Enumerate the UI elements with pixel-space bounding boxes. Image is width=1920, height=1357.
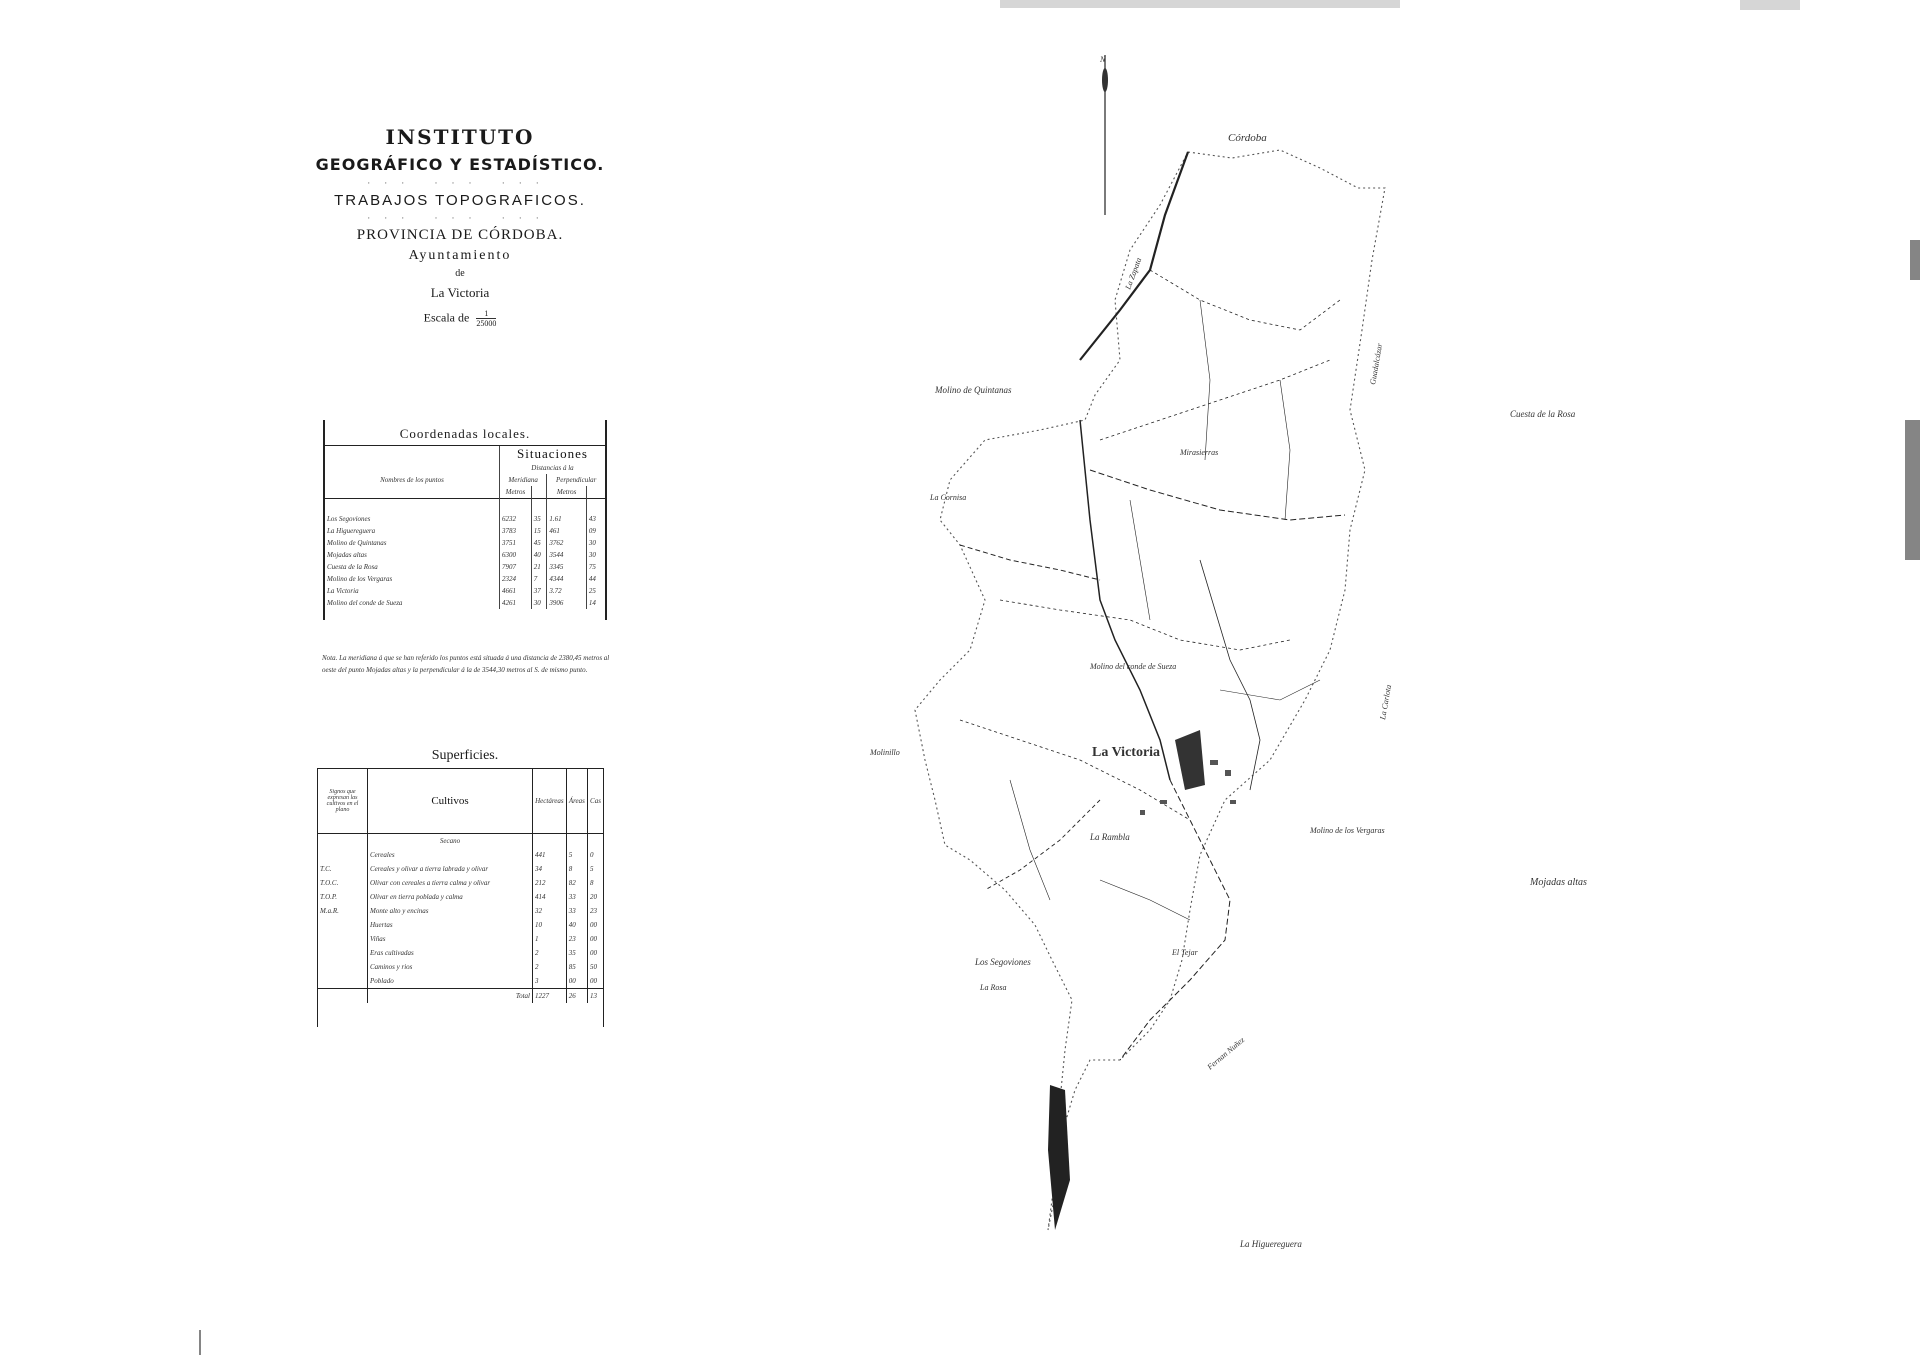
label-victoria: La Victoria (1092, 745, 1161, 760)
superficies-table (317, 768, 604, 1027)
ca-header: Cas (587, 769, 603, 834)
parcel-4 (1220, 680, 1320, 700)
meridian-m: 4661 (500, 585, 532, 597)
meridian-m: 7907 (500, 561, 532, 573)
road-victoria (1080, 420, 1170, 780)
situations-header: Situaciones (500, 446, 606, 462)
table-row (318, 904, 603, 918)
perp-c: 14 (586, 597, 605, 609)
perp-m: 461 (547, 525, 587, 537)
cultivos-header: Cultivos (368, 769, 533, 834)
point-name: La Victoria (327, 586, 359, 595)
label-molino-quintanas: Molino de Quintanas (935, 385, 1012, 395)
meridian-c: 15 (531, 525, 547, 537)
meridian-m: 2324 (500, 573, 532, 585)
table-row (318, 932, 603, 946)
label-la-rosa: La Rosa (980, 983, 1007, 992)
road-sw (985, 800, 1100, 890)
table-row (318, 890, 603, 904)
scale-fraction (476, 309, 496, 328)
title-block (310, 125, 610, 328)
empty-header (325, 486, 500, 499)
ca: 0 (587, 848, 603, 862)
perp-c: 43 (586, 513, 605, 525)
table-row (318, 946, 603, 960)
roads (960, 152, 1345, 1060)
table-row (318, 848, 603, 862)
cultivo: Caminos y rios (368, 960, 533, 974)
perp-c: 75 (586, 561, 605, 573)
ca: 00 (587, 918, 603, 932)
areas: 5 (566, 848, 587, 862)
perpendicular-header: Perpendicular (547, 474, 605, 486)
perp-m: 3345 (547, 561, 587, 573)
point-name: Molino del conde de Sueza (327, 598, 403, 607)
cultivo: Monte alto y encinas (368, 904, 533, 918)
distances-header: Distancias á la (500, 462, 606, 474)
parcel-1 (1200, 300, 1210, 460)
track-north (1150, 270, 1340, 330)
meridian-c: 37 (531, 585, 547, 597)
province-title: PROVINCIA DE CÓRDOBA. (356, 227, 564, 243)
areas-header: Áreas (566, 769, 587, 834)
label-fernan-nunez: Fernan Nuñez (1205, 1035, 1247, 1072)
meridian-c: 40 (531, 549, 547, 561)
perp-m: 3.72 (547, 585, 587, 597)
label-el-tejar: El Tejar (1172, 948, 1198, 957)
table-row (325, 561, 605, 573)
dark-patch-south (1048, 1085, 1070, 1230)
track-lower (960, 720, 1190, 820)
coordinates-table (323, 420, 607, 620)
table-row (325, 537, 605, 549)
label-la-carlota: La Carlota (1378, 683, 1394, 721)
cultivo: Huertas (368, 918, 533, 932)
areas: 00 (566, 974, 587, 989)
point-names-header: Nombres de los puntos (380, 476, 444, 484)
coordinates-title: Coordenadas locales. (325, 420, 605, 446)
ca: 20 (587, 890, 603, 904)
perp-m: 3544 (547, 549, 587, 561)
perp-m: 1.61 (547, 513, 587, 525)
point-name: La Higuereguera (327, 526, 376, 535)
spacer-row (325, 499, 605, 513)
track-mid (1100, 360, 1330, 440)
scale-denominator: 25000 (476, 319, 497, 328)
empty-cell (318, 989, 368, 1004)
table-row (325, 525, 605, 537)
areas: 23 (566, 932, 587, 946)
ca: 00 (587, 932, 603, 946)
label-molinillo: Molinillo (870, 748, 900, 757)
hect: 441 (533, 848, 567, 862)
municipality-label: Ayuntamiento (408, 248, 512, 263)
table-row (318, 876, 603, 890)
areas: 85 (566, 960, 587, 974)
ca: 23 (587, 904, 603, 918)
table-row (318, 834, 603, 849)
table-row (325, 513, 605, 525)
meridian-c: 45 (531, 537, 547, 549)
stream (1200, 560, 1260, 790)
table-row (318, 918, 603, 932)
table-row (318, 960, 603, 974)
road-south (1120, 780, 1230, 1060)
hect: 34 (533, 862, 567, 876)
hectareas-header: Hectáreas (533, 769, 567, 834)
table-row (325, 585, 605, 597)
town-blocks (1048, 730, 1236, 1230)
label-higuereguera: La Higuereguera (1240, 1239, 1302, 1249)
signs-header: Signos que expresan las cultivos en el plano (318, 769, 368, 834)
cultivo: Cereales y olivar a tierra labrada y olivar (368, 862, 533, 876)
areas (566, 834, 587, 849)
areas: 35 (566, 946, 587, 960)
areas: 82 (566, 876, 587, 890)
label-cuesta-rosa: Cuesta de la Rosa (1510, 409, 1576, 419)
sign: T.O.P. (320, 893, 338, 901)
point-name: Los Segoviones (327, 514, 371, 523)
empty-header (325, 462, 500, 474)
de-label: de (455, 268, 465, 279)
perp-c: 30 (586, 549, 605, 561)
sign (318, 918, 368, 932)
table-row (325, 597, 605, 609)
label-la-rambla: La Rambla (1090, 832, 1130, 842)
meridian-m: 3751 (500, 537, 532, 549)
label-molino-vergaras: Molino de los Vergaras (1310, 826, 1385, 835)
hect: 212 (533, 876, 567, 890)
total-hect: 1227 (533, 989, 567, 1004)
perp-c: 09 (586, 525, 605, 537)
ca: 00 (587, 974, 603, 989)
cultivo: Cereales (368, 848, 533, 862)
hect: 2 (533, 946, 567, 960)
meridian-m: 6300 (500, 549, 532, 561)
cultivo: Olivar con cereales a tierra calma y olivar (368, 876, 533, 890)
scale-label: Escala de (423, 310, 470, 325)
label-mirasierras: Mirasierras (1180, 448, 1219, 457)
ca: 5 (587, 862, 603, 876)
parcel-6 (1100, 880, 1190, 920)
cultivo: Viñas (368, 932, 533, 946)
point-name: Mojadas altas (327, 550, 367, 559)
municipality-name: La Victoria (430, 285, 490, 300)
perp-m: 4344 (547, 573, 587, 585)
label-mojadas-altas: Mojadas altas (1530, 877, 1587, 888)
parcel-5 (1010, 780, 1050, 900)
ca: 8 (587, 876, 603, 890)
ca (587, 834, 603, 849)
meridian-m: 4261 (500, 597, 532, 609)
meridian-c: 7 (531, 573, 547, 585)
hect: 32 (533, 904, 567, 918)
label-guadalcazar: Guadalcázar (1368, 342, 1385, 386)
sign (318, 834, 368, 849)
meridian-c: 21 (531, 561, 547, 573)
coordinates-note: Nota. La meridiana á que se han referido los puntos está situada á una distancia de 2380,45 metros al oeste del punto Mojadas altas y la perpendicular á la de 3544,30 metros al S. de mismo punto. (322, 654, 610, 674)
ornament: ··· ··· ··· (367, 178, 553, 188)
ca: 50 (587, 960, 603, 974)
table-row (325, 573, 605, 585)
sign: T.O.C. (320, 879, 339, 887)
table-row (325, 549, 605, 561)
hect: 1 (533, 932, 567, 946)
institute-title: INSTITUTO (385, 125, 535, 149)
road-west (960, 545, 1100, 580)
hect: 10 (533, 918, 567, 932)
svg-text:N: N (1100, 55, 1106, 64)
areas: 8 (566, 862, 587, 876)
unit-header: Metros (500, 486, 532, 499)
label-molino-conde: Molino del conde de Sueza (1090, 662, 1177, 671)
hect: 3 (533, 974, 567, 989)
perp-c: 25 (586, 585, 605, 597)
perp-c: 30 (586, 537, 605, 549)
hect: 2 (533, 960, 567, 974)
parcel-2 (1280, 380, 1290, 520)
sign (318, 960, 368, 974)
point-name: Cuesta de la Rosa (327, 562, 378, 571)
scale (310, 309, 610, 328)
scale-numerator: 1 (476, 309, 496, 319)
label-cordoba: Córdoba (1228, 132, 1267, 144)
town-victoria-block (1175, 730, 1205, 790)
areas: 33 (566, 904, 587, 918)
north-arrow (1099, 55, 1108, 215)
point-name: Molino de Quintanas (327, 538, 387, 547)
perp-m: 3906 (547, 597, 587, 609)
meridian-c: 35 (531, 513, 547, 525)
point-name: Molino de los Vergaras (327, 574, 393, 583)
meridian-m: 6232 (500, 513, 532, 525)
meridian-header: Meridiana (500, 474, 547, 486)
hect (533, 834, 567, 849)
areas: 40 (566, 918, 587, 932)
sign: T.C. (320, 865, 332, 873)
track-center (1000, 600, 1290, 650)
superficies-title: Superficies. (431, 748, 499, 763)
unit-header: Metros (547, 486, 587, 499)
parcel-3 (1130, 500, 1150, 620)
table-row (318, 862, 603, 876)
ornament: ··· ··· ··· (367, 213, 553, 223)
perp-m: 3762 (547, 537, 587, 549)
table-row (318, 974, 603, 989)
total-row (318, 989, 603, 1004)
institute-subtitle: GEOGRÁFICO Y ESTADÍSTICO. (315, 155, 605, 174)
unit-header (531, 486, 547, 499)
map-labels (869, 132, 1587, 1249)
total-ca: 13 (587, 989, 603, 1004)
meridian-m: 3783 (500, 525, 532, 537)
total-label: Total (368, 989, 533, 1004)
sign: M.a.R. (320, 907, 339, 915)
coordinates-body (325, 499, 605, 609)
total-areas: 26 (566, 989, 587, 1004)
unit-header (586, 486, 605, 499)
cultivo: Eras cultivadas (368, 946, 533, 960)
empty-header (325, 446, 500, 462)
cultivo: Secano (368, 834, 533, 849)
label-la-zapata: La Zapata (1123, 256, 1144, 291)
hect: 414 (533, 890, 567, 904)
road-east (1090, 470, 1345, 520)
cultivo: Olivar en tierra poblada y calma (368, 890, 533, 904)
ca: 00 (587, 946, 603, 960)
sign (318, 848, 368, 862)
label-segoviones: Los Segoviones (975, 957, 1031, 967)
perp-c: 44 (586, 573, 605, 585)
sign (318, 946, 368, 960)
meridian-c: 30 (531, 597, 547, 609)
cultivo: Poblado (368, 974, 533, 989)
label-la-cornisa: La Cornisa (930, 493, 967, 502)
sign (318, 974, 368, 989)
superficies-body (318, 834, 603, 1004)
municipal-boundary (915, 150, 1385, 1230)
areas: 33 (566, 890, 587, 904)
works-title: TRABAJOS TOPOGRAFICOS. (334, 192, 586, 209)
sign (318, 932, 368, 946)
